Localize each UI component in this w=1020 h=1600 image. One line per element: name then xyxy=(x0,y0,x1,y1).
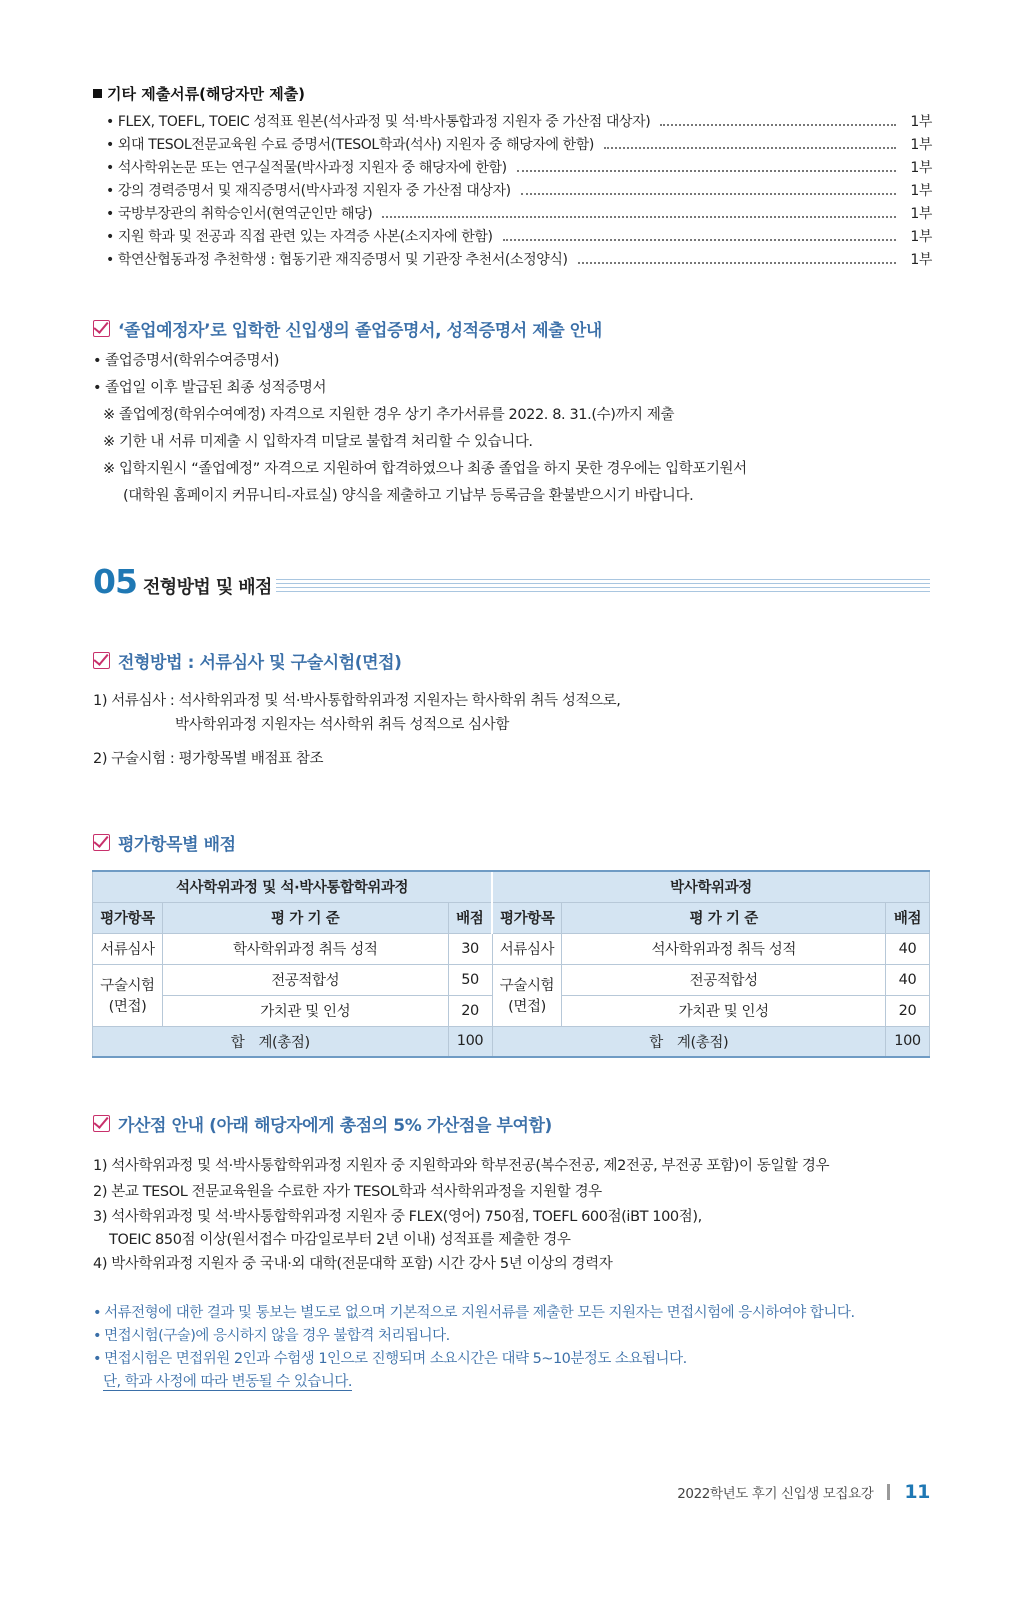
document-name: • 지원 학과 및 전공과 직접 관련 있는 자격증 사본(소지자에 한함) xyxy=(106,229,493,245)
table-cell: 서류심사 xyxy=(93,933,163,964)
table-cell: 가치관 및 인성 xyxy=(562,995,886,1026)
page-footer xyxy=(677,1481,930,1503)
column-header: 배점 xyxy=(885,902,929,933)
graduation-notice-heading xyxy=(93,316,602,341)
list-item: • 졸업증명서(학위수여증명서) xyxy=(93,348,747,375)
graduation-notice-title: ‘졸업예정자’로 입학한 신입생의 졸업증명서, 성적증명서 제출 안내 xyxy=(118,321,602,341)
oral-exam-sublabel: (면접) xyxy=(108,999,147,1015)
list-item xyxy=(106,177,932,200)
list-item: TOEIC 850점 이상(원서접수 마감일로부터 2년 이내) 성적표를 제출한 경우 xyxy=(109,1232,571,1248)
note-text: (대학원 홈페이지 커뮤니티-자료실) 양식을 제출하고 기납부 등록금을 환불받으시기 바랍니다. xyxy=(123,488,694,504)
table-header-row xyxy=(93,871,930,902)
list-item xyxy=(106,154,932,177)
list-item xyxy=(106,246,932,269)
other-documents-list xyxy=(106,108,932,269)
list-item: 3) 석사학위과정 및 석·박사통합학위과정 지원자 중 FLEX(영어) 750점, TOEFL 600점(iBT 100점), xyxy=(93,1209,702,1225)
note-text: • 서류전형에 대한 결과 및 통보는 별도로 없으며 기본적으로 지원서류를 제출한 모든 지원자는 면접시험에 응시하여야 합니다. xyxy=(93,1302,855,1325)
bonus-list xyxy=(93,1153,829,1277)
total-value: 100 xyxy=(885,1026,929,1057)
document-quantity: 1부 xyxy=(910,229,932,245)
leader-dots xyxy=(660,124,896,126)
document-quantity: 1부 xyxy=(910,137,932,153)
method-heading xyxy=(93,648,402,673)
note-text: • 면접시험(구술)에 응시하지 않을 경우 불합격 처리됩니다. xyxy=(93,1325,855,1348)
document-quantity: 1부 xyxy=(910,114,932,130)
checkbox-icon xyxy=(93,834,110,851)
list-item xyxy=(106,131,932,154)
table-cell: 40 xyxy=(885,933,929,964)
total-label: 합 계(총점) xyxy=(492,1026,885,1057)
bonus-heading xyxy=(93,1111,552,1136)
method-line: 박사학위과정 지원자는 석사학위 취득 성적으로 심사함 xyxy=(175,717,510,733)
table-cell: 학사학위과정 취득 성적 xyxy=(162,933,448,964)
note-text: • 면접시험은 면접위원 2인과 수험생 1인으로 진행되며 소요시간은 대략 5~10분정도 소요됩니다. xyxy=(93,1348,855,1371)
bonus-title: 가산점 안내 (아래 해당자에게 총점의 5% 가산점을 부여함) xyxy=(118,1116,552,1136)
page-number: 11 xyxy=(904,1481,930,1503)
leader-dots xyxy=(517,170,896,172)
document-quantity: 1부 xyxy=(910,183,932,199)
total-label: 합 계(총점) xyxy=(93,1026,449,1057)
table-cell: 전공적합성 xyxy=(162,964,448,995)
section-divider xyxy=(276,579,930,595)
leader-dots xyxy=(578,262,896,264)
leader-dots xyxy=(521,193,896,195)
scoring-heading xyxy=(93,830,236,855)
graduation-notice-body xyxy=(93,348,747,510)
document-quantity: 1부 xyxy=(910,252,932,268)
method-line: 1) 서류심사 : 석사학위과정 및 석·박사통합학위과정 지원자는 학사학위 취득 성적으로, xyxy=(93,693,621,709)
table-cell: 50 xyxy=(448,964,492,995)
checkbox-icon xyxy=(93,320,110,337)
list-item xyxy=(106,223,932,246)
section-number: 05 xyxy=(93,562,137,601)
scoring-title: 평가항목별 배점 xyxy=(118,835,236,855)
section-title: 전형방법 및 배점 xyxy=(143,577,272,598)
table-cell xyxy=(492,964,562,1026)
checkbox-icon xyxy=(93,1115,110,1132)
other-documents-title: 기타 제출서류(해당자만 제출) xyxy=(107,85,306,103)
document-quantity: 1부 xyxy=(910,206,932,222)
scoring-table xyxy=(92,870,930,1058)
table-row xyxy=(93,933,930,964)
oral-exam-label: 구술시험 xyxy=(499,978,555,994)
document-quantity: 1부 xyxy=(910,160,932,176)
list-item xyxy=(106,108,932,131)
note-text: ※ 기한 내 서류 미제출 시 입학자격 미달로 불합격 처리할 수 있습니다. xyxy=(103,434,533,450)
note-text: ※ 입학지원시 “졸업예정” 자격으로 지원하여 합격하였으나 최종 졸업을 하지 못한 경우에는 입학포기원서 xyxy=(103,461,747,477)
footer-divider xyxy=(887,1484,890,1500)
square-bullet-icon xyxy=(93,89,102,98)
table-cell: 20 xyxy=(885,995,929,1026)
document-name: • 국방부장관의 취학승인서(현역군인만 해당) xyxy=(106,206,373,222)
other-documents-heading xyxy=(93,83,305,104)
total-value: 100 xyxy=(448,1026,492,1057)
leader-dots xyxy=(503,239,896,241)
method-title: 전형방법 : 서류심사 및 구술시험(면접) xyxy=(118,653,402,673)
column-header: 평가항목 xyxy=(93,902,163,933)
note-text: 단, 학과 사정에 따라 변동될 수 있습니다. xyxy=(103,1374,352,1390)
checkbox-icon xyxy=(93,652,110,669)
document-name: • 외대 TESOL전문교육원 수료 증명서(TESOL학과(석사) 지원자 중 해당자에 한함) xyxy=(106,137,594,153)
interview-notes xyxy=(93,1302,855,1394)
table-row xyxy=(93,964,930,995)
table-cell: 가치관 및 인성 xyxy=(162,995,448,1026)
leader-dots xyxy=(604,147,896,149)
list-item xyxy=(106,200,932,223)
document-name: • FLEX, TOEFL, TOEIC 성적표 원본(석사과정 및 석·박사통합과정 지원자 중 가산점 대상자) xyxy=(106,114,651,130)
master-program-header: 석사학위과정 및 석·박사통합학위과정 xyxy=(93,871,493,902)
table-cell xyxy=(93,964,163,1026)
column-header: 평 가 기 준 xyxy=(562,902,886,933)
list-item: 4) 박사학위과정 지원자 중 국내·외 대학(전문대학 포함) 시간 강사 5년 이상의 경력자 xyxy=(93,1256,613,1272)
column-header: 평가항목 xyxy=(492,902,562,933)
section-header xyxy=(93,562,930,606)
oral-exam-label: 구술시험 xyxy=(100,978,155,994)
list-item: 1) 석사학위과정 및 석·박사통합학위과정 지원자 중 지원학과와 학부전공(복수전공, 제2전공, 부전공 포함)이 동일할 경우 xyxy=(93,1158,830,1174)
table-cell: 20 xyxy=(448,995,492,1026)
leader-dots xyxy=(382,216,896,218)
column-header: 배점 xyxy=(448,902,492,933)
table-cell: 40 xyxy=(885,964,929,995)
table-header-row xyxy=(93,902,930,933)
method-line: 2) 구술시험 : 평가항목별 배점표 참조 xyxy=(93,751,324,767)
column-header: 평 가 기 준 xyxy=(162,902,448,933)
list-item: • 졸업일 이후 발급된 최종 성적증명서 xyxy=(93,375,747,402)
document-name: • 석사학위논문 또는 연구실적물(박사과정 지원자 중 해당자에 한함) xyxy=(106,160,507,176)
table-cell: 전공적합성 xyxy=(562,964,886,995)
table-cell: 30 xyxy=(448,933,492,964)
table-total-row xyxy=(93,1026,930,1057)
document-name: • 강의 경력증명서 및 재직증명서(박사과정 지원자 중 가산점 대상자) xyxy=(106,183,511,199)
table-cell: 석사학위과정 취득 성적 xyxy=(562,933,886,964)
footer-title: 2022학년도 후기 신입생 모집요강 xyxy=(677,1486,874,1502)
list-item: 2) 본교 TESOL 전문교육원을 수료한 자가 TESOL학과 석사학위과정을 지원할 경우 xyxy=(93,1184,602,1200)
table-cell: 서류심사 xyxy=(492,933,562,964)
note-text: ※ 졸업예정(학위수여예정) 자격으로 지원한 경우 상기 추가서류를 2022. 8. 31.(수)까지 제출 xyxy=(103,407,675,423)
doctoral-program-header: 박사학위과정 xyxy=(492,871,930,902)
oral-exam-sublabel: (면접) xyxy=(508,999,546,1015)
method-body xyxy=(93,689,621,771)
document-name: • 학연산협동과정 추천학생 : 협동기관 재직증명서 및 기관장 추천서(소정양식) xyxy=(106,252,568,268)
